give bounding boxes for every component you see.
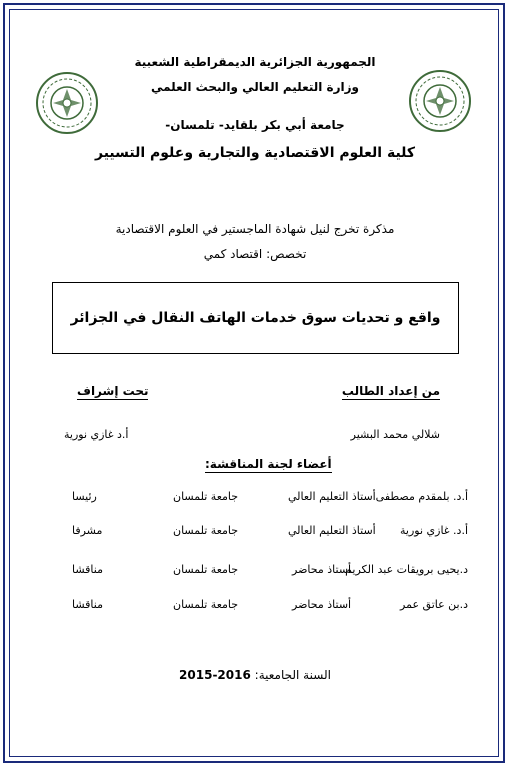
supervisor-label: تحت إشراف <box>77 384 149 398</box>
academic-year-label: السنة الجامعية: <box>254 668 331 682</box>
ministry-name: وزارة التعليم العالي والبحث العلمي <box>150 80 360 94</box>
member-rank: أستاذ التعليم العالي <box>288 490 376 503</box>
republic-name: الجمهورية الجزائرية الديمقراطية الشعبية <box>134 55 376 69</box>
member-role: مشرفا <box>72 524 103 537</box>
member-role: مناقشا <box>72 598 103 611</box>
degree-line: مذكرة تخرج لنيل شهادة الماجستير في العلوم الاقتصادية <box>115 222 395 236</box>
member-name: د.يحيى برويقات عبد الكريم <box>345 563 468 576</box>
university-name: جامعة أبي بكر بلقايد- تلمسان- <box>165 118 345 132</box>
member-institution: جامعة تلمسان <box>173 524 239 537</box>
member-role: مناقشا <box>72 563 103 576</box>
thesis-title-box <box>52 282 459 354</box>
faculty-name: كلية العلوم الاقتصادية والتجارية وعلوم التسيير <box>94 145 416 161</box>
member-rank: أستاذ التعليم العالي <box>288 524 376 537</box>
academic-year-value: 2015-2016 <box>179 668 251 682</box>
committee-label: أعضاء لجنة المناقشة: <box>205 457 332 471</box>
member-name: أ.د. بلمقدم مصطفى <box>375 490 468 503</box>
member-role: رئيسا <box>72 490 97 503</box>
member-institution: جامعة تلمسان <box>173 598 239 611</box>
thesis-title: واقع و تحديات سوق خدمات الهاتف النقال في الجزائر <box>70 310 441 326</box>
member-institution: جامعة تلمسان <box>173 563 239 576</box>
member-institution: جامعة تلمسان <box>173 490 239 503</box>
student-name: شلالي محمد البشير <box>350 428 440 441</box>
student-label: من إعداد الطالب <box>341 384 440 398</box>
member-name: د.بن عاتق عمر <box>400 598 468 611</box>
member-rank: أستاذ محاضر <box>292 598 352 611</box>
specialty-line: تخصص: اقتصاد كمي <box>203 247 307 261</box>
member-rank: أستاذ محاضر <box>292 563 352 576</box>
member-name: أ.د. غازي نورية <box>400 524 468 537</box>
supervisor-name: أ.د غازي نورية <box>64 428 129 441</box>
academic-year <box>0 668 510 682</box>
